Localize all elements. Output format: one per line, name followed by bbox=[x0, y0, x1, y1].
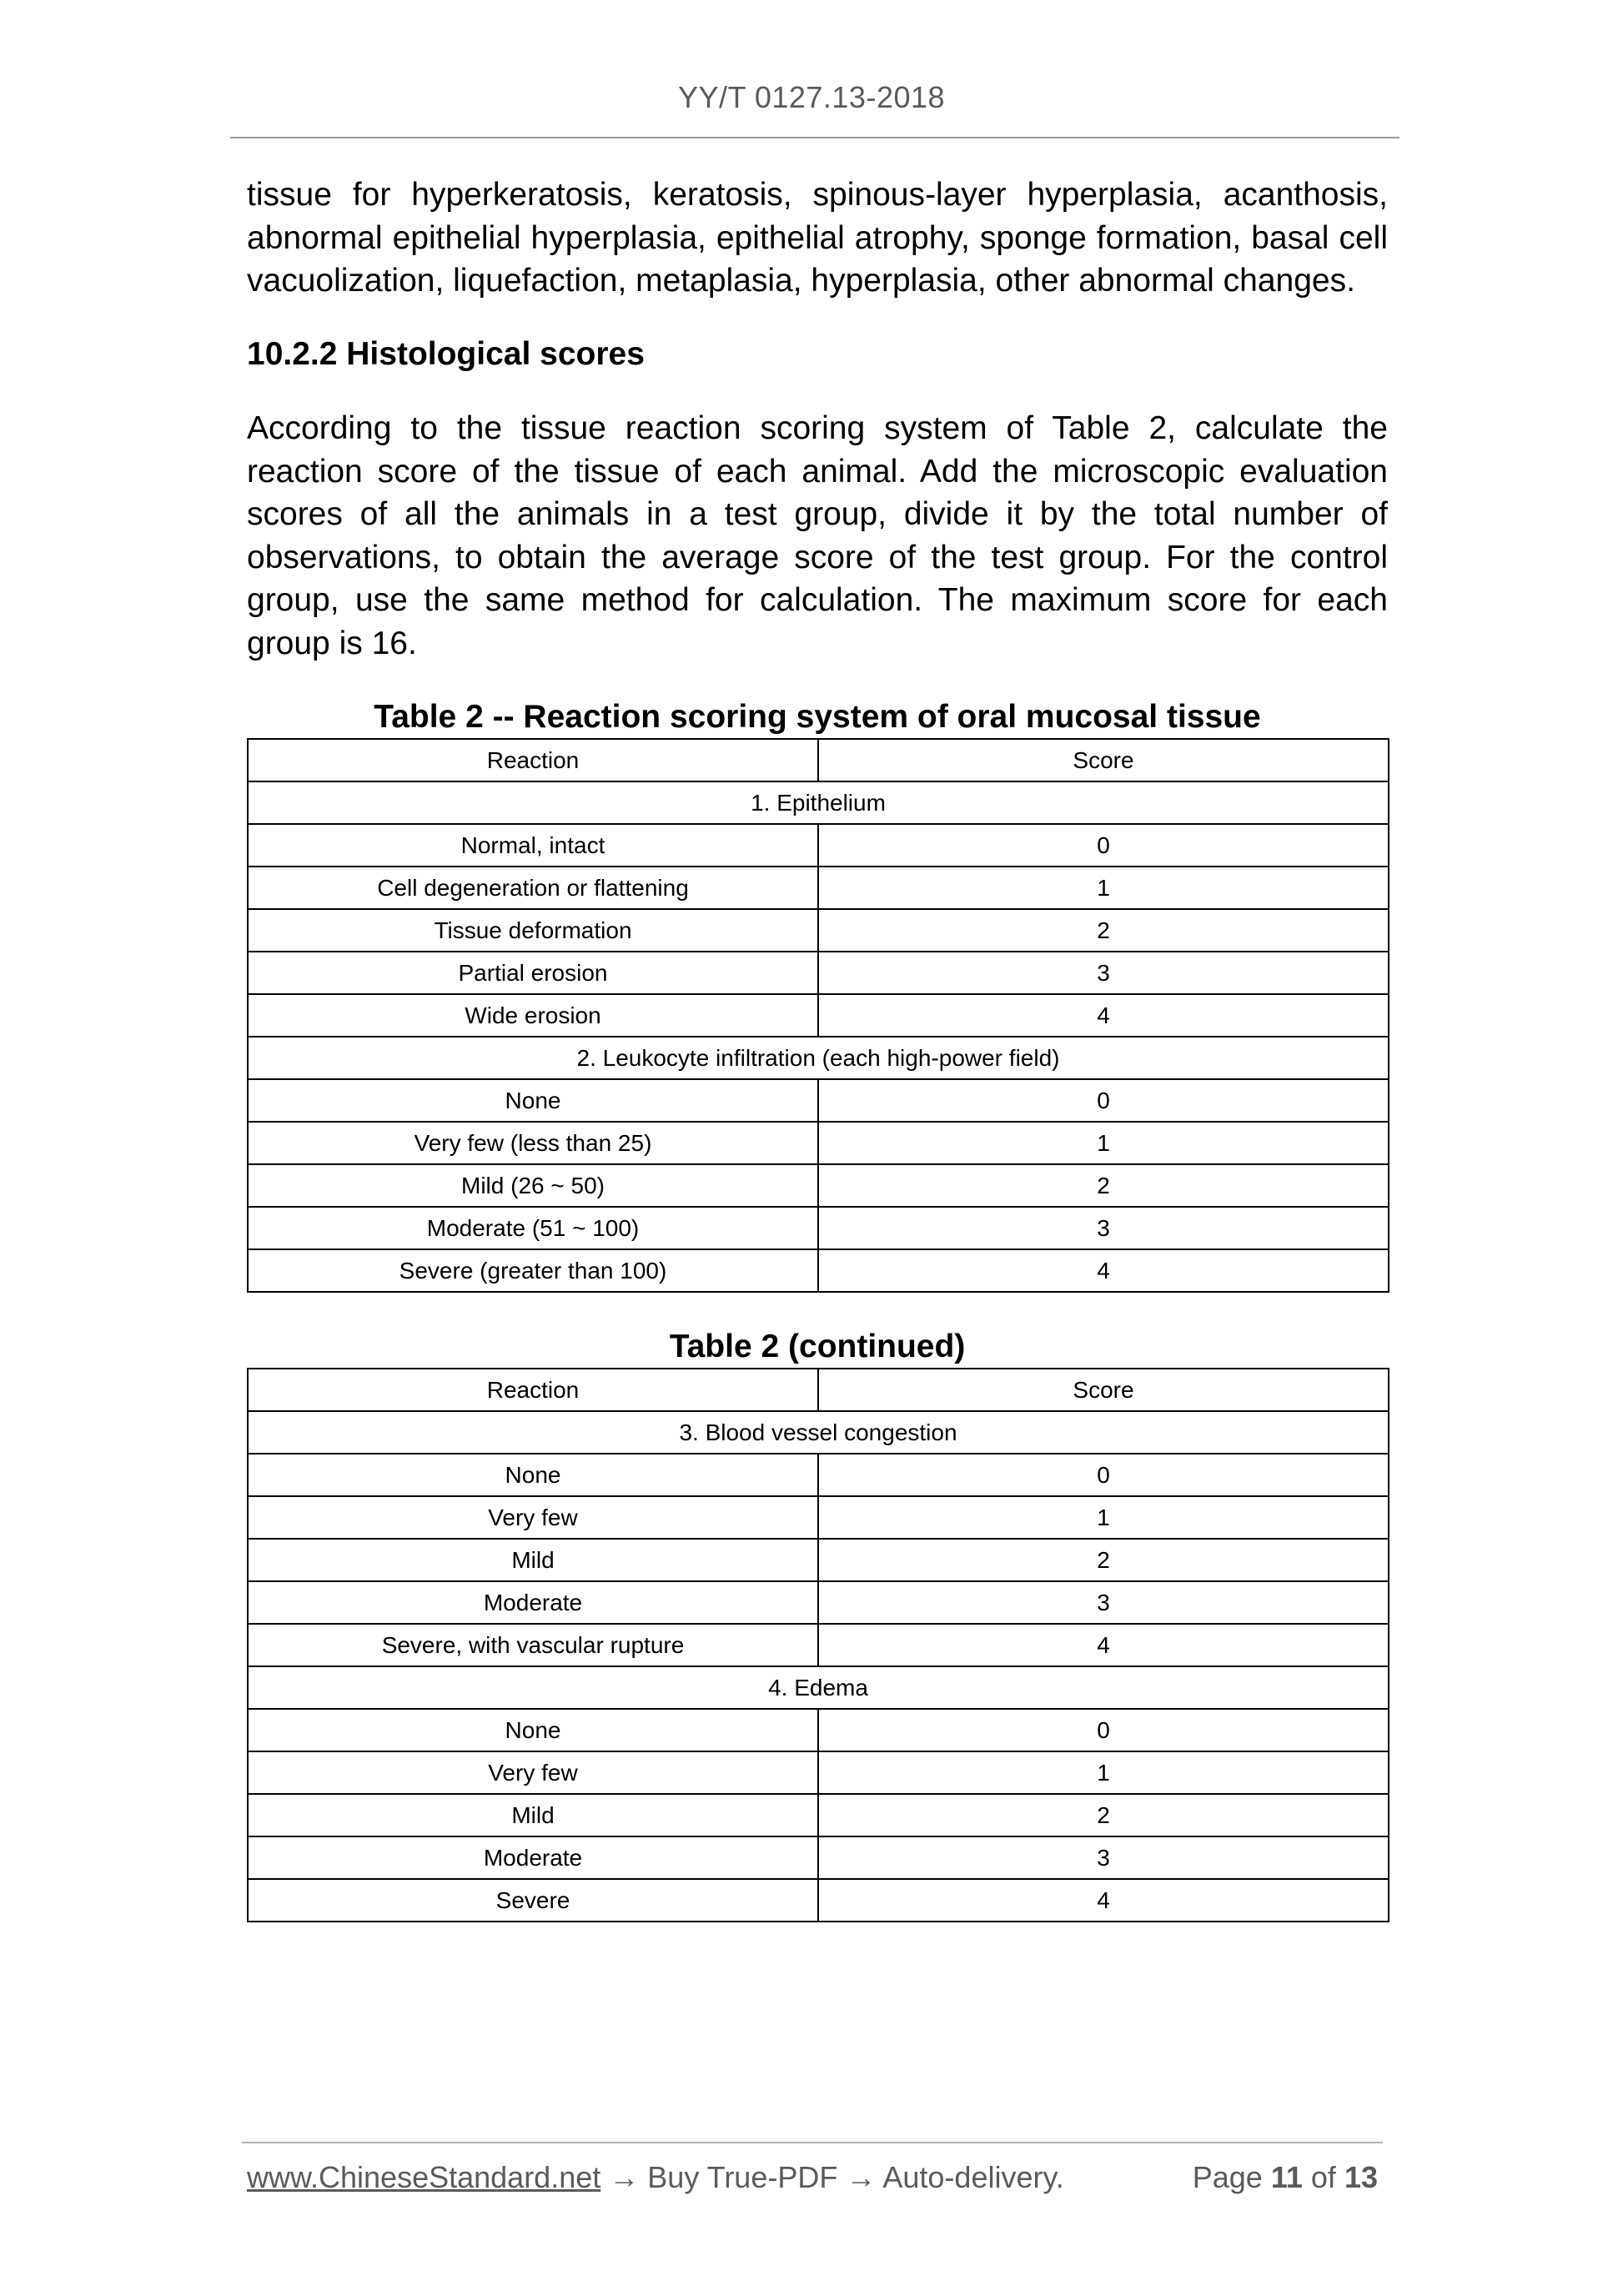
reaction-cell: Mild (26 ~ 50) bbox=[248, 1164, 818, 1207]
scoring-table bbox=[247, 738, 1389, 1293]
reaction-cell: Moderate (51 ~ 100) bbox=[248, 1207, 818, 1249]
body-paragraph-2: According to the tissue reaction scoring system of Table 2, calculate the reaction score of the tissue of each animal. Add the microscopic evaluation scores of all the animals in a test group, divide it by the total number of observations, to obtain the average score of the test group. For the control group, use the same method for calculation. The maximum score for each group is 16. bbox=[247, 410, 1388, 661]
table-row bbox=[248, 1207, 1389, 1249]
reaction-cell: None bbox=[248, 1709, 818, 1751]
column-header-score: Score bbox=[818, 1369, 1389, 1411]
section-label: 2. Leukocyte infiltration (each high-power field) bbox=[248, 1037, 1389, 1079]
table-section-row bbox=[248, 781, 1389, 824]
score-cell: 3 bbox=[818, 1836, 1389, 1879]
body-paragraph-1: tissue for hyperkeratosis, keratosis, spinous-layer hyperplasia, acanthosis, abnormal epithelial hyperplasia, epithelial atrophy, sponge formation, basal cell vacuolization, liquefaction, metaplasia, hyperplasia, other abnormal changes. bbox=[247, 177, 1388, 299]
score-cell: 4 bbox=[818, 994, 1389, 1037]
table-section-row bbox=[248, 1037, 1389, 1079]
auto-delivery-text: Auto-delivery. bbox=[882, 2160, 1064, 2194]
reaction-cell: Moderate bbox=[248, 1836, 818, 1879]
table-row bbox=[248, 1709, 1389, 1751]
score-cell: 2 bbox=[818, 1539, 1389, 1581]
page-footer bbox=[247, 2160, 1384, 2202]
table-row bbox=[248, 867, 1389, 909]
document-code: YY/T 0127.13-2018 bbox=[677, 80, 946, 114]
table-row bbox=[248, 1164, 1389, 1207]
table-row bbox=[248, 909, 1389, 952]
table-header-row bbox=[248, 1369, 1389, 1411]
reaction-cell: Severe bbox=[248, 1879, 818, 1922]
score-cell: 1 bbox=[818, 1122, 1389, 1164]
table-row bbox=[248, 1581, 1389, 1624]
reaction-cell: Very few bbox=[248, 1751, 818, 1794]
table-section-row bbox=[248, 1411, 1389, 1454]
reaction-cell: Very few bbox=[248, 1496, 818, 1539]
table-row bbox=[248, 1122, 1389, 1164]
reaction-cell: Mild bbox=[248, 1539, 818, 1581]
score-cell: 4 bbox=[818, 1249, 1389, 1292]
footer-promo bbox=[247, 2160, 1064, 2195]
table-row bbox=[248, 1539, 1389, 1581]
table-row bbox=[248, 994, 1389, 1037]
score-cell: 0 bbox=[818, 1454, 1389, 1496]
table-title: Table 2 -- Reaction scoring system of oral mucosal tissue bbox=[374, 699, 1261, 735]
page-total: 13 bbox=[1344, 2160, 1378, 2194]
reaction-cell: Normal, intact bbox=[248, 824, 818, 867]
table-section-row bbox=[248, 1666, 1389, 1709]
score-cell: 3 bbox=[818, 1581, 1389, 1624]
arrow-right-icon: → bbox=[609, 2160, 640, 2194]
section-label: 4. Edema bbox=[248, 1666, 1389, 1709]
reaction-cell: Very few (less than 25) bbox=[248, 1122, 818, 1164]
reaction-cell: Severe (greater than 100) bbox=[248, 1249, 818, 1292]
table-row bbox=[248, 1249, 1389, 1292]
column-header-reaction: Reaction bbox=[248, 1369, 818, 1411]
table-row bbox=[248, 952, 1389, 994]
table-row bbox=[248, 1879, 1389, 1922]
score-cell: 4 bbox=[818, 1624, 1389, 1666]
reaction-cell: Partial erosion bbox=[248, 952, 818, 994]
table-row bbox=[248, 1079, 1389, 1122]
scoring-table-continued bbox=[247, 1368, 1389, 1922]
arrow-right-icon: → bbox=[846, 2160, 877, 2194]
score-cell: 0 bbox=[818, 1709, 1389, 1751]
reaction-cell: Moderate bbox=[248, 1581, 818, 1624]
page-content bbox=[247, 173, 1388, 1922]
score-cell: 1 bbox=[818, 1751, 1389, 1794]
footer-divider bbox=[242, 2142, 1383, 2143]
page-label: Page bbox=[1192, 2160, 1263, 2194]
table-row bbox=[248, 1454, 1389, 1496]
table-continued-title: Table 2 (continued) bbox=[669, 1329, 966, 1364]
section-label: 1. Epithelium bbox=[248, 781, 1389, 824]
page-number: 11 bbox=[1270, 2160, 1303, 2194]
score-cell: 4 bbox=[818, 1879, 1389, 1922]
table-header-row bbox=[248, 739, 1389, 781]
reaction-cell: Severe, with vascular rupture bbox=[248, 1624, 818, 1666]
score-cell: 2 bbox=[818, 1794, 1389, 1836]
score-cell: 0 bbox=[818, 824, 1389, 867]
reaction-cell: Tissue deformation bbox=[248, 909, 818, 952]
score-cell: 1 bbox=[818, 1496, 1389, 1539]
table-row bbox=[248, 1624, 1389, 1666]
reaction-cell: Wide erosion bbox=[248, 994, 818, 1037]
reaction-cell: Cell degeneration or flattening bbox=[248, 867, 818, 909]
score-cell: 3 bbox=[818, 1207, 1389, 1249]
header-divider bbox=[230, 137, 1399, 138]
table-row bbox=[248, 824, 1389, 867]
reaction-cell: None bbox=[248, 1079, 818, 1122]
of-label: of bbox=[1310, 2160, 1336, 2194]
page-indicator bbox=[1193, 2160, 1378, 2195]
column-header-reaction: Reaction bbox=[248, 739, 818, 781]
table-row bbox=[248, 1496, 1389, 1539]
table-row bbox=[248, 1794, 1389, 1836]
score-cell: 3 bbox=[818, 952, 1389, 994]
buy-pdf-text: Buy True-PDF bbox=[647, 2160, 838, 2194]
score-cell: 1 bbox=[818, 867, 1389, 909]
website-link[interactable]: www.ChineseStandard.net bbox=[247, 2160, 601, 2194]
table-row bbox=[248, 1751, 1389, 1794]
table-row bbox=[248, 1836, 1389, 1879]
section-label: 3. Blood vessel congestion bbox=[248, 1411, 1389, 1454]
score-cell: 0 bbox=[818, 1079, 1389, 1122]
score-cell: 2 bbox=[818, 909, 1389, 952]
reaction-cell: Mild bbox=[248, 1794, 818, 1836]
section-heading: 10.2.2 Histological scores bbox=[247, 335, 645, 372]
reaction-cell: None bbox=[248, 1454, 818, 1496]
score-cell: 2 bbox=[818, 1164, 1389, 1207]
column-header-score: Score bbox=[818, 739, 1389, 781]
